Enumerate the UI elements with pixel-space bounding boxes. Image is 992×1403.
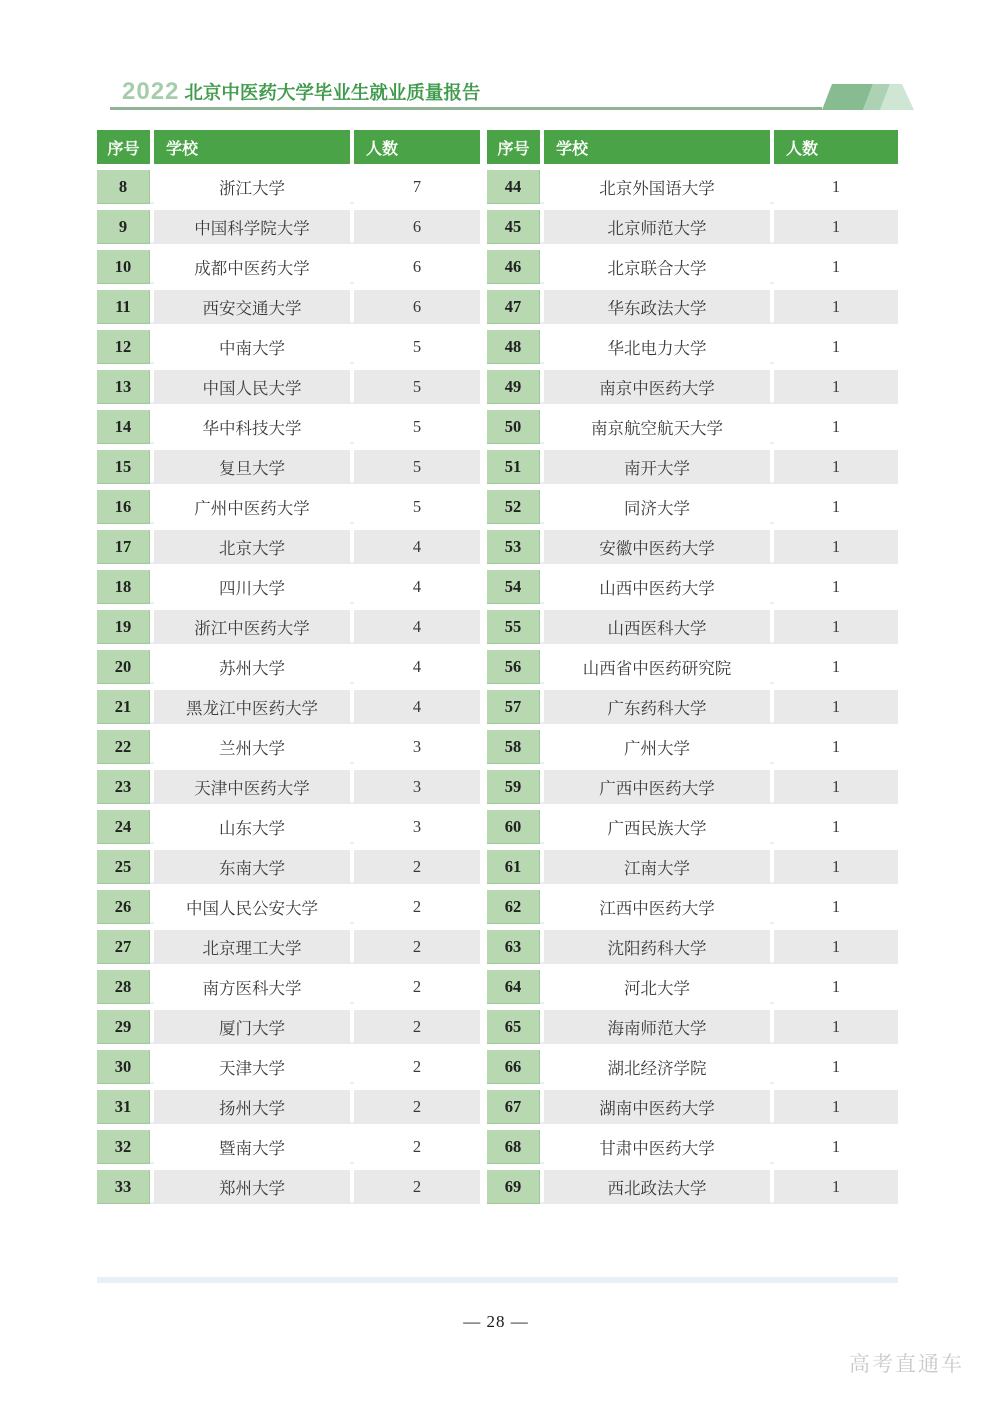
table-row <box>97 1130 480 1164</box>
school-name-cell: 南方医科大学 <box>154 970 350 1004</box>
table-row <box>97 730 480 764</box>
count-cell: 5 <box>354 490 480 524</box>
row-index-cell: 18 <box>97 570 150 604</box>
table-row <box>97 650 480 684</box>
school-name-cell: 甘肃中医药大学 <box>544 1130 770 1164</box>
school-name-cell: 山西省中医药研究院 <box>544 650 770 684</box>
school-name-cell: 郑州大学 <box>154 1170 350 1204</box>
table-row <box>487 890 898 924</box>
table-row <box>487 570 898 604</box>
right-table-body <box>487 170 898 1204</box>
count-cell: 1 <box>774 370 898 404</box>
column-header-count: 人数 <box>354 130 480 164</box>
header-rule <box>110 107 822 110</box>
row-index-cell: 69 <box>487 1170 540 1204</box>
count-cell: 5 <box>354 410 480 444</box>
page-number: — 28 — <box>463 1312 529 1331</box>
count-cell: 1 <box>774 1050 898 1084</box>
count-cell: 2 <box>354 1170 480 1204</box>
row-index-cell: 67 <box>487 1090 540 1124</box>
count-cell: 4 <box>354 650 480 684</box>
table-row <box>97 210 480 244</box>
row-index-cell: 30 <box>97 1050 150 1084</box>
school-name-cell: 沈阳药科大学 <box>544 930 770 964</box>
count-cell: 4 <box>354 530 480 564</box>
count-cell: 1 <box>774 570 898 604</box>
count-cell: 2 <box>354 1010 480 1044</box>
row-index-cell: 19 <box>97 610 150 644</box>
row-index-cell: 48 <box>487 330 540 364</box>
school-name-cell: 湖南中医药大学 <box>544 1090 770 1124</box>
table-row <box>97 1050 480 1084</box>
count-cell: 5 <box>354 450 480 484</box>
table-row <box>487 730 898 764</box>
table-row <box>97 930 480 964</box>
school-name-cell: 天津大学 <box>154 1050 350 1084</box>
count-cell: 2 <box>354 850 480 884</box>
row-index-cell: 59 <box>487 770 540 804</box>
row-index-cell: 23 <box>97 770 150 804</box>
count-cell: 3 <box>354 810 480 844</box>
school-name-cell: 广东药科大学 <box>544 690 770 724</box>
school-name-cell: 黑龙江中医药大学 <box>154 690 350 724</box>
row-index-cell: 28 <box>97 970 150 1004</box>
school-name-cell: 广西民族大学 <box>544 810 770 844</box>
table-row <box>487 690 898 724</box>
table-row <box>97 770 480 804</box>
count-cell: 2 <box>354 1130 480 1164</box>
row-index-cell: 33 <box>97 1170 150 1204</box>
table-row <box>487 650 898 684</box>
school-name-cell: 北京师范大学 <box>544 210 770 244</box>
right-table <box>487 130 898 1210</box>
table-bottom-divider <box>97 1277 898 1283</box>
count-cell: 1 <box>774 810 898 844</box>
table-row <box>97 610 480 644</box>
row-index-cell: 13 <box>97 370 150 404</box>
row-index-cell: 55 <box>487 610 540 644</box>
table-row <box>487 410 898 444</box>
row-index-cell: 46 <box>487 250 540 284</box>
school-name-cell: 中国人民公安大学 <box>154 890 350 924</box>
table-row <box>97 490 480 524</box>
count-cell: 1 <box>774 530 898 564</box>
row-index-cell: 15 <box>97 450 150 484</box>
school-name-cell: 厦门大学 <box>154 1010 350 1044</box>
row-index-cell: 44 <box>487 170 540 204</box>
table-row <box>487 1170 898 1204</box>
count-cell: 2 <box>354 970 480 1004</box>
count-cell: 4 <box>354 570 480 604</box>
table-row <box>97 850 480 884</box>
table-row <box>97 1170 480 1204</box>
school-name-cell: 扬州大学 <box>154 1090 350 1124</box>
row-index-cell: 11 <box>97 290 150 324</box>
school-name-cell: 江西中医药大学 <box>544 890 770 924</box>
school-name-cell: 湖北经济学院 <box>544 1050 770 1084</box>
row-index-cell: 22 <box>97 730 150 764</box>
row-index-cell: 25 <box>97 850 150 884</box>
row-index-cell: 29 <box>97 1010 150 1044</box>
row-index-cell: 27 <box>97 930 150 964</box>
count-cell: 1 <box>774 650 898 684</box>
table-row <box>487 970 898 1004</box>
count-cell: 3 <box>354 770 480 804</box>
row-index-cell: 64 <box>487 970 540 1004</box>
left-table <box>97 130 480 1210</box>
school-name-cell: 浙江大学 <box>154 170 350 204</box>
row-index-cell: 20 <box>97 650 150 684</box>
school-name-cell: 广州中医药大学 <box>154 490 350 524</box>
count-cell: 1 <box>774 1170 898 1204</box>
school-name-cell: 山西医科大学 <box>544 610 770 644</box>
count-cell: 1 <box>774 330 898 364</box>
table-row <box>487 1130 898 1164</box>
row-index-cell: 53 <box>487 530 540 564</box>
left-table-header-row <box>97 130 480 164</box>
table-row <box>487 330 898 364</box>
school-name-cell: 海南师范大学 <box>544 1010 770 1044</box>
row-index-cell: 51 <box>487 450 540 484</box>
header-ribbon-decoration-icon <box>818 84 914 110</box>
table-row <box>97 170 480 204</box>
count-cell: 1 <box>774 170 898 204</box>
school-name-cell: 西安交通大学 <box>154 290 350 324</box>
table-row <box>487 1050 898 1084</box>
school-name-cell: 安徽中医药大学 <box>544 530 770 564</box>
school-name-cell: 北京联合大学 <box>544 250 770 284</box>
school-name-cell: 西北政法大学 <box>544 1170 770 1204</box>
count-cell: 7 <box>354 170 480 204</box>
row-index-cell: 10 <box>97 250 150 284</box>
count-cell: 1 <box>774 250 898 284</box>
school-name-cell: 中国人民大学 <box>154 370 350 404</box>
row-index-cell: 65 <box>487 1010 540 1044</box>
table-row <box>97 890 480 924</box>
row-index-cell: 56 <box>487 650 540 684</box>
row-index-cell: 58 <box>487 730 540 764</box>
count-cell: 5 <box>354 370 480 404</box>
count-cell: 4 <box>354 610 480 644</box>
row-index-cell: 49 <box>487 370 540 404</box>
row-index-cell: 21 <box>97 690 150 724</box>
count-cell: 1 <box>774 730 898 764</box>
count-cell: 1 <box>774 1010 898 1044</box>
school-name-cell: 中国科学院大学 <box>154 210 350 244</box>
school-name-cell: 南京中医药大学 <box>544 370 770 404</box>
table-row <box>97 330 480 364</box>
tables-area <box>97 130 898 1210</box>
row-index-cell: 60 <box>487 810 540 844</box>
count-cell: 1 <box>774 1130 898 1164</box>
count-cell: 3 <box>354 730 480 764</box>
school-name-cell: 南京航空航天大学 <box>544 410 770 444</box>
left-table-body <box>97 170 480 1204</box>
table-row <box>487 1010 898 1044</box>
school-name-cell: 北京大学 <box>154 530 350 564</box>
table-row <box>487 810 898 844</box>
count-cell: 1 <box>774 610 898 644</box>
school-name-cell: 浙江中医药大学 <box>154 610 350 644</box>
school-name-cell: 华东政法大学 <box>544 290 770 324</box>
row-index-cell: 12 <box>97 330 150 364</box>
school-name-cell: 南开大学 <box>544 450 770 484</box>
count-cell: 1 <box>774 970 898 1004</box>
table-row <box>97 290 480 324</box>
school-name-cell: 成都中医药大学 <box>154 250 350 284</box>
table-row <box>487 610 898 644</box>
row-index-cell: 31 <box>97 1090 150 1124</box>
school-name-cell: 中南大学 <box>154 330 350 364</box>
table-row <box>487 210 898 244</box>
right-table-header-row <box>487 130 898 164</box>
school-name-cell: 北京理工大学 <box>154 930 350 964</box>
count-cell: 1 <box>774 210 898 244</box>
table-row <box>487 290 898 324</box>
row-index-cell: 68 <box>487 1130 540 1164</box>
table-row <box>487 490 898 524</box>
table-row <box>97 570 480 604</box>
school-name-cell: 广州大学 <box>544 730 770 764</box>
column-header-index: 序号 <box>487 130 540 164</box>
count-cell: 1 <box>774 930 898 964</box>
watermark: 高考直通车 <box>849 1353 964 1376</box>
row-index-cell: 26 <box>97 890 150 924</box>
school-name-cell: 华北电力大学 <box>544 330 770 364</box>
row-index-cell: 54 <box>487 570 540 604</box>
column-header-school: 学校 <box>154 130 350 164</box>
row-index-cell: 47 <box>487 290 540 324</box>
school-name-cell: 兰州大学 <box>154 730 350 764</box>
table-row <box>487 770 898 804</box>
count-cell: 5 <box>354 330 480 364</box>
table-row <box>487 170 898 204</box>
row-index-cell: 63 <box>487 930 540 964</box>
row-index-cell: 62 <box>487 890 540 924</box>
school-name-cell: 河北大学 <box>544 970 770 1004</box>
school-name-cell: 北京外国语大学 <box>544 170 770 204</box>
row-index-cell: 17 <box>97 530 150 564</box>
table-row <box>487 250 898 284</box>
table-row <box>97 530 480 564</box>
count-cell: 6 <box>354 250 480 284</box>
count-cell: 6 <box>354 210 480 244</box>
school-name-cell: 同济大学 <box>544 490 770 524</box>
row-index-cell: 8 <box>97 170 150 204</box>
row-index-cell: 50 <box>487 410 540 444</box>
row-index-cell: 57 <box>487 690 540 724</box>
table-row <box>97 450 480 484</box>
count-cell: 1 <box>774 770 898 804</box>
school-name-cell: 四川大学 <box>154 570 350 604</box>
count-cell: 1 <box>774 410 898 444</box>
count-cell: 2 <box>354 1050 480 1084</box>
row-index-cell: 9 <box>97 210 150 244</box>
row-index-cell: 14 <box>97 410 150 444</box>
table-row <box>487 370 898 404</box>
row-index-cell: 66 <box>487 1050 540 1084</box>
table-row <box>97 370 480 404</box>
row-index-cell: 16 <box>97 490 150 524</box>
school-name-cell: 江南大学 <box>544 850 770 884</box>
row-index-cell: 61 <box>487 850 540 884</box>
count-cell: 4 <box>354 690 480 724</box>
count-cell: 1 <box>774 850 898 884</box>
school-name-cell: 天津中医药大学 <box>154 770 350 804</box>
row-index-cell: 45 <box>487 210 540 244</box>
page-header <box>122 78 480 106</box>
table-row <box>487 930 898 964</box>
school-name-cell: 华中科技大学 <box>154 410 350 444</box>
table-row <box>97 1090 480 1124</box>
count-cell: 2 <box>354 1090 480 1124</box>
count-cell: 2 <box>354 890 480 924</box>
count-cell: 1 <box>774 890 898 924</box>
page-title: 北京中医药大学毕业生就业质量报告 <box>184 82 481 103</box>
header-year: 2022 <box>122 78 180 105</box>
count-cell: 2 <box>354 930 480 964</box>
count-cell: 6 <box>354 290 480 324</box>
column-header-school: 学校 <box>544 130 770 164</box>
count-cell: 1 <box>774 690 898 724</box>
table-row <box>487 450 898 484</box>
count-cell: 1 <box>774 1090 898 1124</box>
table-row <box>97 810 480 844</box>
school-name-cell: 山西中医药大学 <box>544 570 770 604</box>
column-header-count: 人数 <box>774 130 898 164</box>
column-header-index: 序号 <box>97 130 150 164</box>
school-name-cell: 山东大学 <box>154 810 350 844</box>
table-row <box>97 970 480 1004</box>
school-name-cell: 苏州大学 <box>154 650 350 684</box>
table-row <box>487 850 898 884</box>
table-row <box>97 250 480 284</box>
school-name-cell: 广西中医药大学 <box>544 770 770 804</box>
table-row <box>487 1090 898 1124</box>
count-cell: 1 <box>774 450 898 484</box>
count-cell: 1 <box>774 290 898 324</box>
table-row <box>97 410 480 444</box>
row-index-cell: 32 <box>97 1130 150 1164</box>
count-cell: 1 <box>774 490 898 524</box>
row-index-cell: 24 <box>97 810 150 844</box>
row-index-cell: 52 <box>487 490 540 524</box>
table-row <box>97 690 480 724</box>
school-name-cell: 东南大学 <box>154 850 350 884</box>
table-row <box>97 1010 480 1044</box>
school-name-cell: 复旦大学 <box>154 450 350 484</box>
table-row <box>487 530 898 564</box>
school-name-cell: 暨南大学 <box>154 1130 350 1164</box>
